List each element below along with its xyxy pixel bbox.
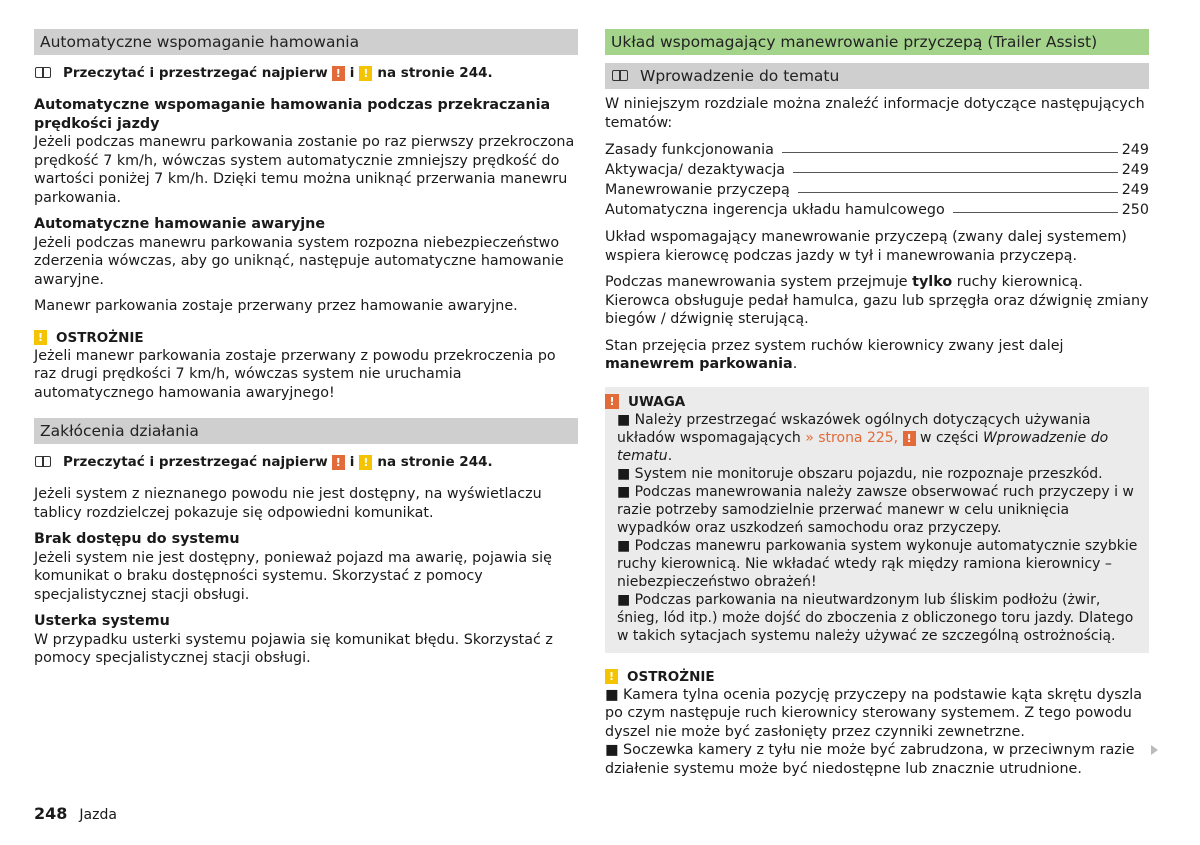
book-icon: [611, 69, 631, 83]
paragraph: Jeżeli podczas manewru parkowania system rozpozna niebezpieczeństwo zderzenia wówczas, aby go uniknąć, następuje automatyczne hamowanie awaryjne.: [34, 234, 564, 288]
paragraph: Jeżeli podczas manewru parkowania zostanie po raz pierwszy przekroczona prędkość 7 km/h, wówczas system automatycznie zmniejszy prędkość do wartości poniżej 7 km/h. Dzięki temu można uniknąć przerwania manewru parkowania.: [34, 134, 575, 206]
warning-icon: !: [605, 394, 619, 409]
warning-item: ■ Podczas parkowania na nieutwardzonym lub śliskim podłożu (żwir, śnieg, lód itp.) może dojść do zboczenia z obliczonego toru jazdy. Dlatego w takich sytacjach systemu należy używać ze szczególną ostrożnością.: [617, 591, 1134, 644]
page-footer: [34, 804, 117, 823]
paragraph: Manewr parkowania zostaje przerwany przez hamowanie awaryjne.: [34, 298, 518, 314]
caution-icon: !: [359, 66, 372, 81]
paragraph: Podczas manewrowania system przejmuje tylko ruchy kierownicą. Kierowca obsługuje pedał hamulca, gazu lub sprzęgła oraz dźwignię zmiany biegów / dźwignię sterującą.: [605, 274, 1149, 327]
paragraph: Jeżeli system z nieznanego powodu nie jest dostępny, na wyświetlaczu tablicy rozdzielczej pokazuje się odpowiedni komunikat.: [34, 486, 542, 521]
read-first-line: Przeczytać i przestrzegać najpierw ! i ! na stronie 244.: [34, 452, 578, 472]
subheading: Brak dostępu do systemu: [34, 531, 240, 547]
subheading: Usterka systemu: [34, 613, 170, 629]
subheading: Automatyczne hamowanie awaryjne: [34, 216, 326, 232]
caution-item: ■ Soczewka kamery z tyłu nie może być zabrudzona, w przeciwnym razie działenie systemu może być niedostępne lub znacznie utrudnione.: [605, 742, 1135, 777]
caution-heading: ! OSTROŻNIE: [34, 329, 578, 347]
paragraph: Układ wspomagający manewrowanie przyczepą (zwany dalej systemem) wspiera kierowcę podczas jazdy w tył i manewrowania przyczepą.: [605, 229, 1127, 264]
paragraph: W przypadku usterki systemu pojawia się komunikat błędu. Skorzystać z pomocy specjalistycznej stacji obsługi.: [34, 631, 553, 666]
warning-icon: !: [332, 66, 345, 81]
warning-item: ■ Podczas manewru parkowania system wykonuje automatycznie szybkie ruchy kierownicą. Nie wkładać wtedy rąk między ramiona kierownicy – niebezpieczeństwo obrażeń!: [617, 537, 1138, 590]
paragraph: Jeżeli system nie jest dostępny, ponieważ pojazd ma awarię, pojawia się komunikat o braku dostępności systemu. Skorzystać z pomocy specjalistycznej stacji obsługi.: [34, 549, 552, 603]
caution-heading: ! OSTROŻNIE: [605, 668, 1149, 686]
page-link[interactable]: » strona 225,: [805, 429, 899, 446]
section-heading: Automatyczne wspomaganie hamowania: [34, 29, 578, 55]
warning-item: ■ Należy przestrzegać wskazówek ogólnych dotyczących używania układów wspomagających » strona 225, ! w części Wprowadzenie do tematu.: [617, 411, 1109, 464]
section-heading: Zakłócenia działania: [34, 418, 578, 444]
caution-item: ■ Kamera tylna ocenia pozycję przyczepy na podstawie kąta skrętu dyszla po czym następuje ruch kierownicy sterowany systemem. Z tego powodu dyszel nie może być zasłonięty przez czynniki zewnetrzne.: [605, 686, 1142, 740]
paragraph: W niniejszym rozdziale można znaleźć informacje dotyczące następujących tematów:: [605, 96, 1145, 131]
warning-box: [605, 387, 1149, 653]
topic-list-item[interactable]: Automatyczna ingerencja układu hamulcowego 250: [605, 202, 1149, 218]
topic-list-item[interactable]: Zasady funkcjonowania 249: [605, 142, 1149, 158]
subheading: Automatyczne wspomaganie hamowania podczas przekraczania prędkości jazdy: [34, 97, 551, 132]
warning-heading: ! UWAGA: [605, 393, 1141, 411]
warning-icon: !: [332, 455, 345, 470]
warning-icon: !: [903, 431, 916, 446]
warning-item: ■ System nie monitoruje obszaru pojazdu, nie rozpoznaje przeszkód.: [617, 465, 1103, 482]
caution-text: Jeżeli manewr parkowania zostaje przerwany z powodu przekroczenia po raz drugi prędkości 7 km/h, wówczas system nie uruchamia automatycznego hamowania awaryjnego!: [34, 347, 556, 401]
page-number: 248: [34, 804, 68, 823]
read-first-line: Przeczytać i przestrzegać najpierw ! i ! na stronie 244.: [34, 63, 578, 83]
left-column: [34, 29, 578, 668]
topic-list-item[interactable]: Aktywacja/ dezaktywacja 249: [605, 162, 1149, 178]
topic-list: [605, 138, 1149, 218]
paragraph: Stan przejęcia przez system ruchów kierownicy zwany jest dalej manewrem parkowania.: [605, 337, 1064, 372]
next-page-arrow-icon: [1151, 745, 1158, 755]
caution-icon: !: [605, 669, 618, 684]
chapter-heading: Układ wspomagający manewrowanie przyczepą (Trailer Assist): [605, 29, 1149, 55]
caution-icon: !: [34, 330, 47, 345]
intro-heading: Wprowadzenie do tematu: [605, 63, 1149, 89]
section-name: Jazda: [79, 807, 117, 823]
book-icon: [34, 66, 54, 80]
caution-icon: !: [359, 455, 372, 470]
warning-item: ■ Podczas manewrowania należy zawsze obserwować ruch przyczepy i w razie potrzeby samodzielnie przerwać manewr w celu uniknięcia wypadków oraz uszkodzeń samochodu oraz przyczepy.: [617, 483, 1134, 536]
topic-list-item[interactable]: Manewrowanie przyczepą 249: [605, 182, 1149, 198]
right-column: [605, 29, 1149, 778]
book-icon: [34, 455, 54, 469]
